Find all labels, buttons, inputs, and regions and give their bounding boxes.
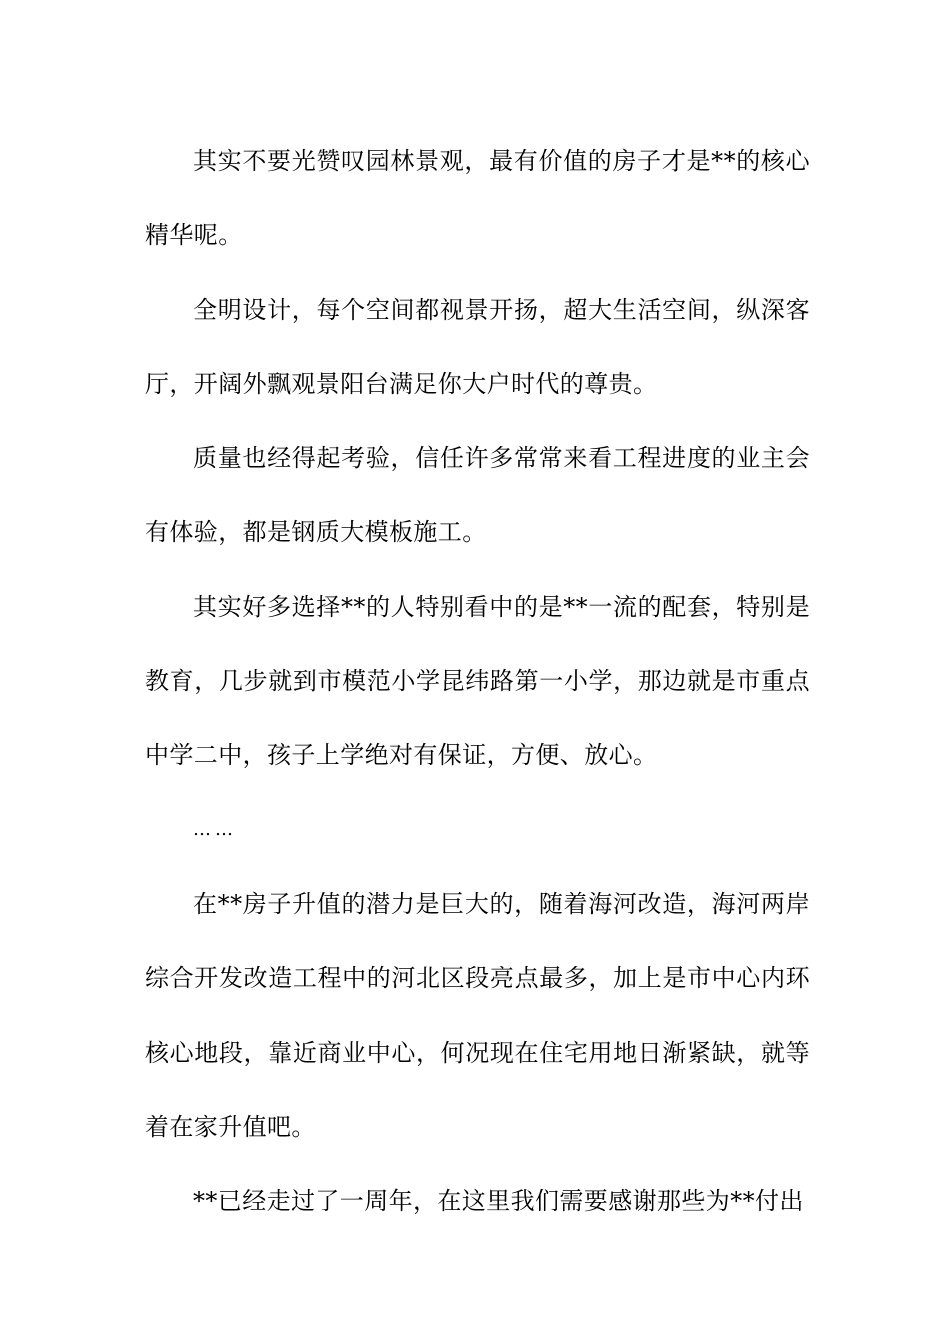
paragraph-6: **已经走过了一周年，在这里我们需要感谢那些为**付出 <box>193 1187 804 1216</box>
ellipsis-paragraph: …… <box>193 818 237 840</box>
paragraph-4: 其实好多选择**的人特别看中的是**一流的配套，特别是教育，几步就到市模范小学昆纬路第一小学，那边就是市重点中学二中，孩子上学绝对有保证，方便、放心。 <box>145 592 810 770</box>
paragraph-3: 质量也经得起考验，信任许多常常来看工程进度的业主会有体验，都是钢质大模板施工。 <box>145 444 810 547</box>
paragraph-1: 其实不要光赞叹园林景观，最有价值的房子才是**的核心精华呢。 <box>145 147 810 250</box>
paragraph-5: 在**房子升值的潜力是巨大的，随着海河改造，海河两岸综合开发改造工程中的河北区段亮点最多，加上是市中心内环核心地段，靠近商业中心，何况现在住宅用地日渐紧缺，就等着在家升值吧。 <box>145 889 810 1141</box>
paragraph-2: 全明设计，每个空间都视景开扬，超大生活空间，纵深客厅，开阔外飘观景阳台满足你大户时代的尊贵。 <box>145 295 810 398</box>
document-body <box>145 124 810 1238</box>
